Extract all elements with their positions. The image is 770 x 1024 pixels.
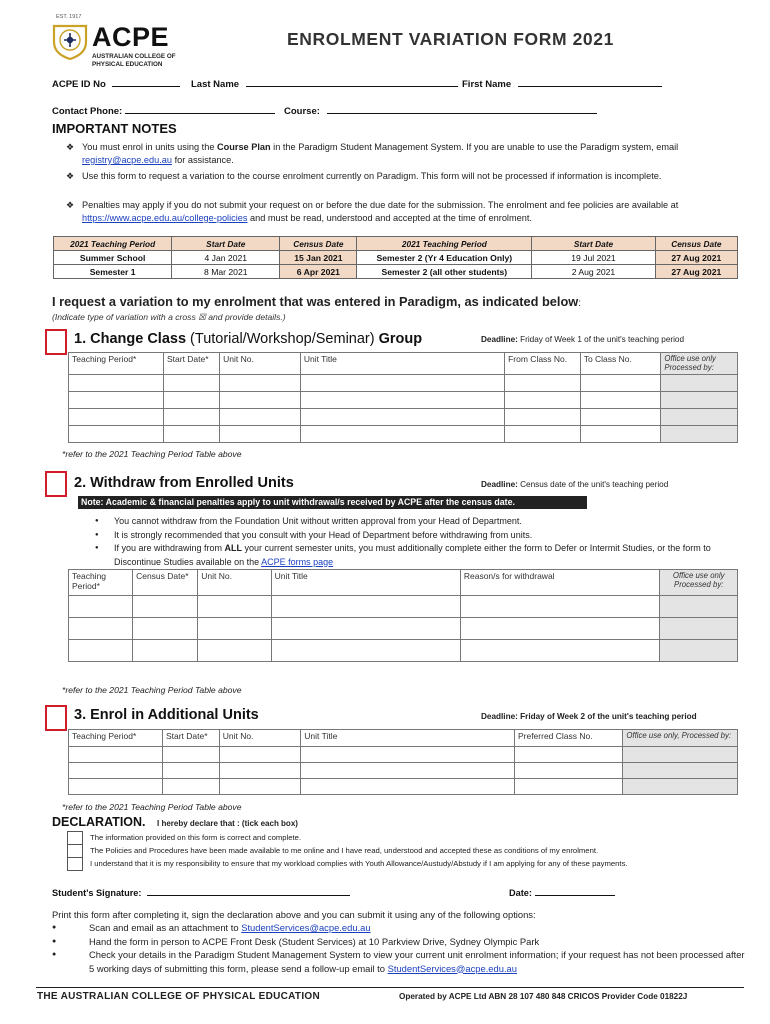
processed-by-text: Processed by: — [674, 580, 724, 589]
col-header: Reason/s for withdrawal — [460, 570, 660, 596]
tp-header: 2021 Teaching Period — [54, 237, 172, 251]
signature-field[interactable] — [147, 886, 350, 896]
section-2-deadline — [481, 480, 668, 489]
col-header: Unit Title — [300, 353, 504, 375]
tp-header: Start Date — [172, 237, 280, 251]
declaration-item-2: The Policies and Procedures have been made available to me online and I have read, understood and accepted these as conditions of my enrolment. — [90, 846, 599, 855]
office-use-cell — [661, 353, 738, 375]
deadline-text: Census date of the unit's teaching period — [517, 480, 669, 489]
tp-header-row — [54, 237, 738, 251]
course-input[interactable] — [327, 104, 597, 114]
col-header: Unit No. — [220, 353, 301, 375]
col-header: Unit Title — [271, 570, 460, 596]
teaching-period-table — [53, 236, 738, 279]
table-row[interactable] — [69, 392, 738, 409]
tp-cell: 27 Aug 2021 — [655, 265, 737, 279]
note-1-text-a: You must enrol in units using the — [82, 142, 218, 152]
deadline-label: Deadline: — [481, 335, 518, 344]
table-row[interactable] — [69, 375, 738, 392]
deadline-text: Friday of Week 2 of the unit's teaching period — [517, 712, 697, 721]
office-use-cell: Office use only, Processed by: — [623, 730, 738, 747]
logo-sub-line1: AUSTRALIAN COLLEGE OF — [92, 53, 176, 60]
tp-cell: Semester 1 — [54, 265, 172, 279]
section-1-title-a: 1. Change Class — [74, 331, 191, 347]
tp-row — [54, 265, 738, 279]
table-row[interactable] — [69, 409, 738, 426]
date-label: Date: — [509, 888, 532, 898]
col-header: Start Date* — [163, 353, 219, 375]
section-2-title: 2. Withdraw from Enrolled Units — [74, 475, 294, 491]
footer-divider — [36, 987, 744, 988]
withdraw-checkbox[interactable] — [45, 471, 67, 497]
tp-cell: Summer School — [54, 251, 172, 265]
table-header-row — [69, 730, 738, 747]
tp-cell: 8 Mar 2021 — [172, 265, 280, 279]
col-header: To Class No. — [580, 353, 661, 375]
tp-header: 2021 Teaching Period — [357, 237, 532, 251]
last-name-label: Last Name — [191, 79, 240, 90]
section-3-refer-note: *refer to the 2021 Teaching Period Table above — [62, 802, 242, 812]
section-3-deadline — [481, 712, 697, 721]
col-header: Preferred Class No. — [514, 730, 622, 747]
date-row — [509, 886, 615, 898]
b3-text-c: your current semester units, you must additionally complete either the form to Defer or Intermit Studies, or the form to Discontinue Studies available on the — [114, 543, 711, 567]
signature-row — [52, 886, 350, 898]
tp-cell: Semester 2 (all other students) — [357, 265, 532, 279]
col-header: Teaching Period* — [69, 570, 133, 596]
logo-subtitle — [92, 53, 176, 68]
declaration-checkbox-1[interactable] — [67, 831, 83, 845]
footer-abn-cricos: Operated by ACPE Ltd ABN 28 107 480 848 CRICOS Provider Code 01822J — [399, 992, 688, 1001]
logo-sub-line2: PHYSICAL EDUCATION — [92, 60, 163, 68]
note-3-text-b: and must be read, understood and accepted at the time of enrolment. — [247, 213, 532, 223]
contact-phone-label: Contact Phone: — [52, 106, 123, 117]
section-3-title: 3. Enrol in Additional Units — [74, 707, 259, 723]
declaration-subheading: I hereby declare that : (tick each box) — [157, 819, 298, 828]
note-3-text-a: Penalties may apply if you do not submit your request on or before the due date for the submission. The enrolment and fee policies are available at — [82, 200, 679, 210]
request-subtext: (Indicate type of variation with a cross ☒ and provide details.) — [52, 312, 286, 322]
withdraw-table — [68, 569, 738, 662]
withdraw-bullets — [95, 515, 735, 569]
acpe-crest-icon — [50, 20, 90, 60]
list-item: ● It is strongly recommended that you consult with your Head of Department before withdrawing from units. — [95, 529, 735, 543]
first-name-input[interactable] — [518, 77, 662, 87]
footer-college-name: THE AUSTRALIAN COLLEGE OF PHYSICAL EDUCATION — [37, 991, 321, 1002]
course-row — [284, 104, 597, 117]
section-2-refer-note: *refer to the 2021 Teaching Period Table above — [62, 685, 242, 695]
b3-all: ALL — [224, 543, 243, 553]
logo-est: EST. 1917 — [56, 14, 82, 20]
signature-label: Student's Signature: — [52, 888, 142, 898]
enrol-additional-table — [68, 729, 738, 795]
declaration-item-1: The information provided on this form is correct and complete. — [90, 833, 302, 842]
note-3 — [68, 199, 718, 225]
p1-text: Scan and email as an attachment to — [89, 922, 242, 933]
table-row[interactable] — [69, 596, 738, 618]
section-1-title — [74, 331, 422, 347]
col-header: From Class No. — [505, 353, 581, 375]
deadline-label: Deadline: — [481, 712, 518, 721]
last-name-input[interactable] — [246, 77, 458, 87]
change-class-table — [68, 352, 738, 443]
note-2 — [68, 170, 718, 183]
list-item — [52, 948, 752, 975]
p3-text: Check your details in the Paradigm Student Management System to view your current unit enrolment information; if your request has not been processed after 5 working days of submitting this form, please send a follow-up email to — [89, 949, 745, 974]
col-header: Unit Title — [301, 730, 515, 747]
acpe-id-row — [52, 77, 180, 90]
deadline-label: Deadline: — [481, 480, 518, 489]
table-row[interactable] — [69, 763, 738, 779]
print-instructions: Print this form after completing it, sign the declaration above and you can submit it using any of the following options: — [52, 909, 536, 920]
penalty-note: Note: Academic & financial penalties apply to unit withdrawal/s received by ACPE after the census date. — [78, 496, 587, 509]
tp-cell: 2 Aug 2021 — [532, 265, 655, 279]
section-1-deadline — [481, 335, 684, 344]
tp-header: Census Date — [655, 237, 737, 251]
tp-cell: 15 Jan 2021 — [280, 251, 357, 265]
processed-by-text: Processed by: — [664, 363, 714, 372]
b3-text-a: If you are withdrawing from — [114, 543, 225, 553]
tp-cell: 19 Jul 2021 — [532, 251, 655, 265]
table-row[interactable] — [69, 618, 738, 640]
course-label: Course: — [284, 106, 320, 117]
declaration-heading: DECLARATION. — [52, 815, 146, 829]
contact-phone-input[interactable] — [125, 104, 275, 114]
tp-row — [54, 251, 738, 265]
office-use-cell — [660, 570, 738, 596]
last-name-row — [191, 77, 458, 90]
col-header: Unit No. — [219, 730, 301, 747]
table-row[interactable] — [69, 747, 738, 763]
list-item — [95, 542, 735, 569]
table-header-row — [69, 570, 738, 596]
col-header: Teaching Period* — [69, 353, 164, 375]
declaration-item-3: I understand that it is my responsibility to ensure that my workload complies with Youth Allowance/Austudy/Abstudy if I am applying for any of these payments. — [90, 859, 628, 868]
diamond-bullet-icon: ❖ — [66, 171, 75, 181]
acpe-forms-link[interactable]: ACPE forms page — [261, 556, 334, 567]
form-title: ENROLMENT VARIATION FORM 2021 — [287, 29, 614, 49]
note-2-text: Use this form to request a variation to the course enrolment currently on Paradigm. This form will not be processed if information is incomplete. — [82, 171, 662, 181]
deadline-text: Friday of Week 1 of the unit's teaching period — [517, 335, 685, 344]
section-1-refer-note: *refer to the 2021 Teaching Period Table above — [62, 449, 242, 459]
request-heading-text: I request a variation to my enrolment that was entered in Paradigm, as indicated below — [52, 294, 579, 309]
logo-brand: ACPE — [92, 22, 170, 52]
declaration-checkbox-3[interactable] — [67, 857, 83, 871]
first-name-label: First Name — [462, 79, 512, 90]
table-row[interactable] — [69, 779, 738, 795]
section-1-title-b: (Tutorial/Workshop/Seminar) — [190, 331, 375, 347]
student-services-email-link[interactable]: StudentServices@acpe.edu.au — [241, 922, 371, 933]
request-colon: : — [578, 298, 582, 309]
col-header: Teaching Period* — [69, 730, 163, 747]
acpe-id-input[interactable] — [112, 77, 180, 87]
table-row[interactable] — [69, 426, 738, 443]
college-policies-link[interactable]: https://www.acpe.edu.au/college-policies — [82, 213, 248, 223]
table-row[interactable] — [69, 640, 738, 662]
tp-cell: Semester 2 (Yr 4 Education Only) — [357, 251, 532, 265]
tp-header: Start Date — [532, 237, 655, 251]
col-header: Census Date* — [133, 570, 198, 596]
note-1 — [68, 141, 718, 167]
acpe-id-label: ACPE ID No — [52, 79, 106, 90]
diamond-bullet-icon: ❖ — [66, 142, 75, 152]
list-item — [52, 921, 752, 935]
enrol-additional-checkbox[interactable] — [45, 705, 67, 731]
change-class-checkbox[interactable] — [45, 329, 67, 355]
table-header-row — [69, 353, 738, 375]
section-1-title-c: Group — [374, 331, 423, 347]
note-1-course-plan: Course Plan — [217, 142, 271, 152]
contact-phone-row — [52, 104, 275, 117]
diamond-bullet-icon: ❖ — [66, 200, 75, 210]
list-item: ● Hand the form in person to ACPE Front Desk (Student Services) at 10 Parkview Drive, Sydney Olympic Park — [52, 935, 752, 949]
note-1-text-e: for assistance. — [172, 155, 234, 165]
request-heading — [52, 294, 581, 309]
tp-cell: 4 Jan 2021 — [172, 251, 280, 265]
note-1-text-d: system, email — [622, 142, 679, 152]
tp-header: Census Date — [280, 237, 357, 251]
tp-cell: 6 Apr 2021 — [280, 265, 357, 279]
declaration-checkbox-2[interactable] — [67, 844, 83, 858]
submission-options — [52, 921, 752, 975]
note-1-text-c: in the Paradigm Student Management System. If you are unable to use the Paradigm — [270, 142, 620, 152]
tp-cell: 27 Aug 2021 — [655, 251, 737, 265]
date-field[interactable] — [535, 886, 615, 896]
first-name-row — [462, 77, 662, 90]
office-use-text: Office use only — [664, 354, 716, 363]
important-notes-heading: IMPORTANT NOTES — [52, 121, 177, 136]
col-header: Unit No. — [198, 570, 271, 596]
student-services-email-link-2[interactable]: StudentServices@acpe.edu.au — [387, 962, 517, 974]
col-header: Start Date* — [162, 730, 219, 747]
office-use-text: Office use only — [672, 571, 725, 580]
registry-email-link[interactable]: registry@acpe.edu.au — [82, 155, 173, 165]
list-item: ● You cannot withdraw from the Foundation Unit without written approval from your Head of Department. — [95, 515, 735, 529]
